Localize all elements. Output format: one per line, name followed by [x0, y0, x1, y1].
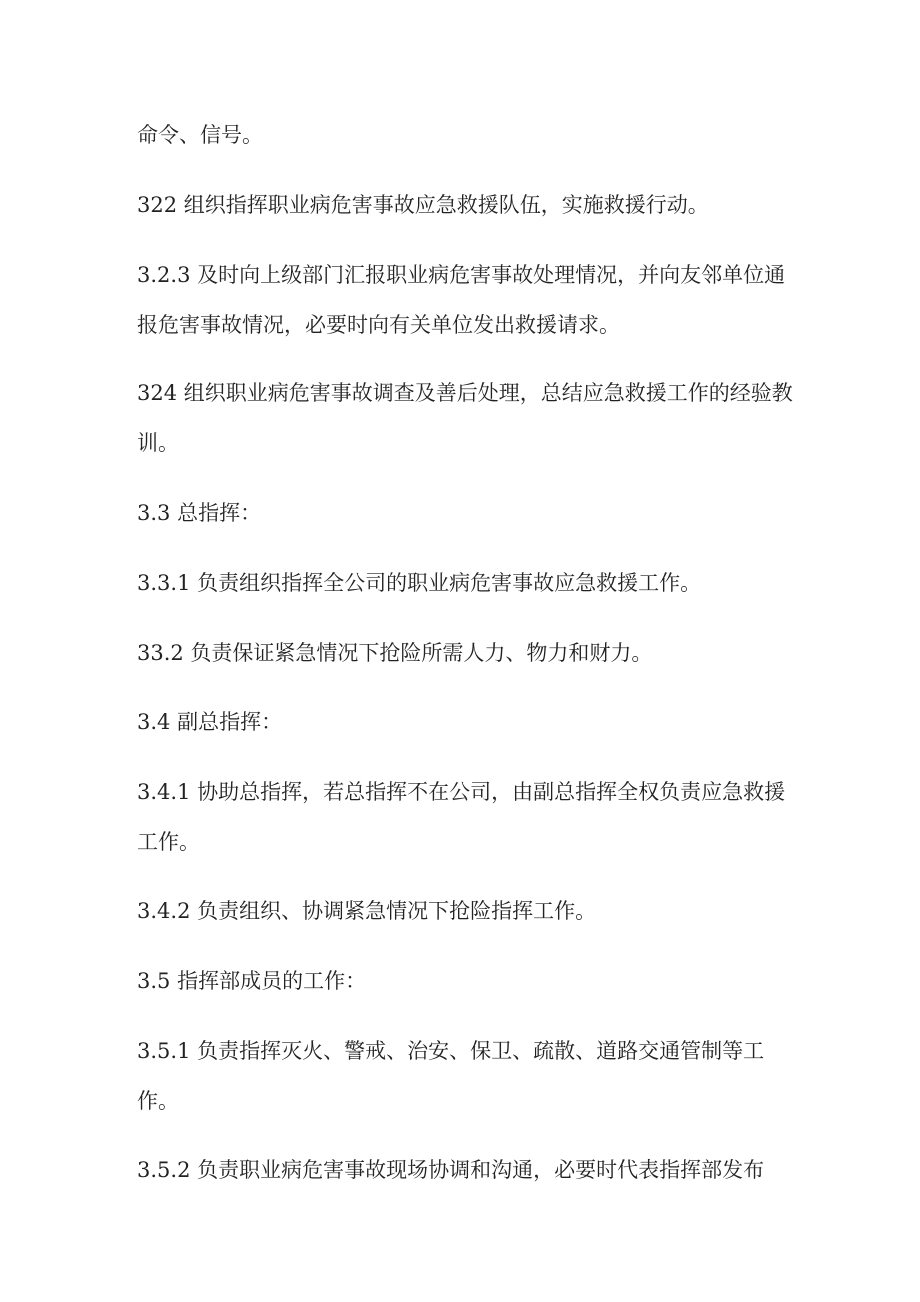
paragraph-11: 3.5 指挥部成员的工作：: [137, 969, 367, 993]
paragraph-4: 324 组织职业病危害事故调查及善后处理，总结应急救援工作的经验教训。: [137, 381, 793, 455]
paragraph-1: 命令、信号。: [137, 123, 263, 147]
paragraph-7: 33.2 负责保证紧急情况下抢险所需人力、物力和财力。: [137, 641, 653, 665]
paragraph-5: 3.3 总指挥：: [137, 501, 262, 525]
paragraph-10: 3.4.2 负责组织、协调紧急情况下抢险指挥工作。: [137, 899, 597, 923]
paragraph-12: 3.5.1 负责指挥灭火、警戒、治安、保卫、疏散、道路交通管制等工作。: [137, 1039, 765, 1113]
paragraph-3: 3.2.3 及时向上级部门汇报职业病危害事故处理情况，并向友邻单位通报危害事故情况，必要时向有关单位发出救援请求。: [137, 263, 786, 337]
paragraph-2: 322 组织指挥职业病危害事故应急救援队伍，实施救援行动。: [137, 193, 709, 217]
paragraph-8: 3.4 副总指挥：: [137, 710, 283, 734]
paragraph-9: 3.4.1 协助总指挥，若总指挥不在公司，由副总指挥全权负责应急救援工作。: [137, 780, 786, 854]
paragraph-6: 3.3.1 负责组织指挥全公司的职业病危害事故应急救援工作。: [137, 571, 702, 595]
paragraph-13: 3.5.2 负责职业病危害事故现场协调和沟通，必要时代表指挥部发布: [137, 1158, 765, 1182]
